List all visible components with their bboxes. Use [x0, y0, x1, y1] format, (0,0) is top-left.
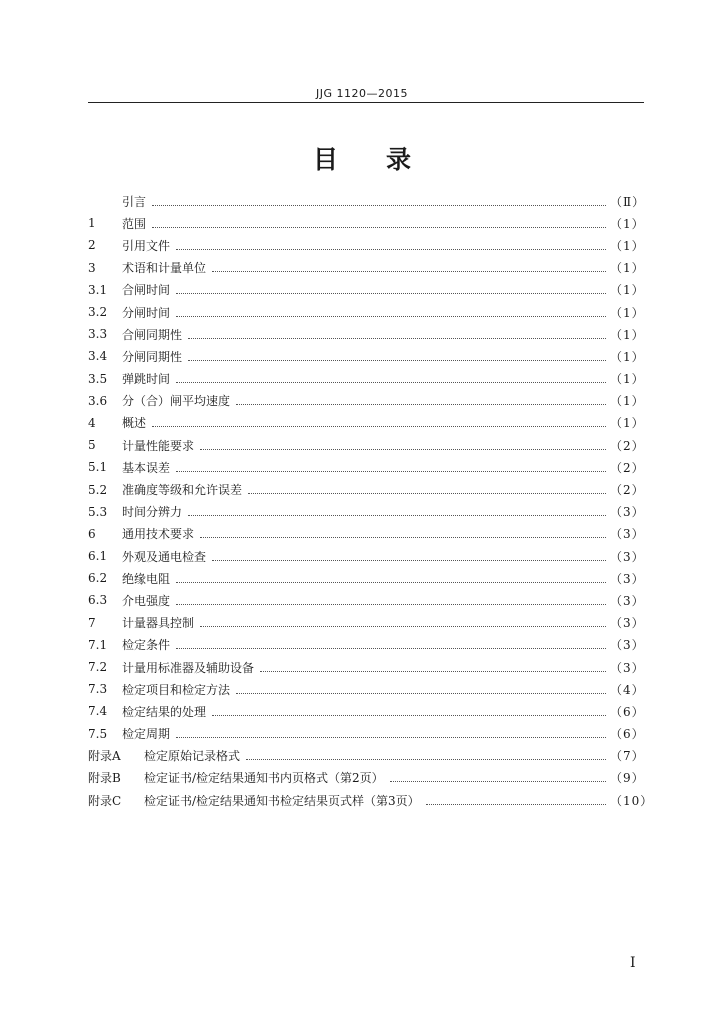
- toc-entry[interactable]: [88, 745, 644, 767]
- toc-entry-label: 概述: [122, 416, 147, 431]
- toc-entry-number: 7.1: [88, 637, 108, 652]
- toc-entry[interactable]: [88, 678, 644, 700]
- dot-leader: [176, 249, 606, 250]
- title-char-2: 录: [386, 145, 412, 174]
- toc-entry-page: （6）: [610, 704, 645, 719]
- dot-leader: [200, 626, 606, 627]
- toc-entry[interactable]: [88, 789, 654, 811]
- toc-entry-page: （3）: [610, 616, 645, 631]
- toc-entry-label: 分闸时间: [122, 305, 171, 320]
- toc-entry[interactable]: [88, 656, 644, 678]
- toc-entry[interactable]: [88, 345, 644, 367]
- toc-entry-page: （1）: [610, 283, 645, 298]
- toc-entry-page: （1）: [610, 416, 645, 431]
- toc-entry[interactable]: [88, 589, 644, 611]
- toc-entry-page: （7）: [610, 749, 645, 764]
- dot-leader: [200, 537, 606, 538]
- dot-leader: [260, 671, 606, 672]
- dot-leader: [176, 737, 606, 738]
- toc-entry-page: （1）: [610, 372, 645, 387]
- toc-entry[interactable]: [88, 545, 644, 567]
- toc-entry-page: （3）: [610, 505, 645, 520]
- toc-entry-label: 时间分辨力: [122, 505, 183, 520]
- toc-entry-page: （2）: [610, 438, 645, 453]
- toc-entry-label: 引言: [122, 194, 147, 209]
- toc-entry-label: 检定原始记录格式: [144, 749, 241, 764]
- dot-leader: [176, 382, 606, 383]
- title-char-1: 目: [312, 145, 338, 174]
- dot-leader: [176, 293, 606, 294]
- toc-entry-number: 4: [88, 415, 96, 430]
- toc-entry-number: 6.1: [88, 549, 108, 564]
- toc-entry-label: 合闸同期性: [122, 327, 183, 342]
- toc-entry[interactable]: [88, 612, 644, 634]
- toc-entry-number: 1: [88, 216, 96, 231]
- toc-entry-label: 通用技术要求: [122, 527, 195, 542]
- toc-entry[interactable]: [88, 390, 644, 412]
- dot-leader: [176, 582, 606, 583]
- toc-entry[interactable]: [88, 434, 644, 456]
- toc-entry[interactable]: [88, 700, 644, 722]
- toc-entry-number: 附录C: [88, 793, 122, 808]
- dot-leader: [152, 205, 606, 206]
- toc-entry[interactable]: [88, 190, 644, 212]
- toc-entry-label: 术语和计量单位: [122, 261, 207, 276]
- dot-leader: [212, 715, 606, 716]
- dot-leader: [188, 360, 606, 361]
- toc-entry-label: 计量器具控制: [122, 616, 195, 631]
- toc-entry[interactable]: [88, 234, 644, 256]
- toc-entry[interactable]: [88, 257, 644, 279]
- toc-entry-number: 7: [88, 615, 96, 630]
- toc-entry-number: 5.3: [88, 504, 108, 519]
- toc-entry-page: （Ⅱ）: [610, 194, 646, 209]
- toc-entry-number: 3.2: [88, 305, 108, 320]
- toc-entry-page: （1）: [610, 349, 645, 364]
- toc-entry-page: （2）: [610, 460, 645, 475]
- dot-leader: [236, 693, 606, 694]
- toc-entry-page: （1）: [610, 394, 645, 409]
- toc-entry-label: 分闸同期性: [122, 349, 183, 364]
- toc-entry-label: 检定证书/检定结果通知书检定结果页式样（第3页）: [144, 793, 420, 808]
- toc-entry-label: 准确度等级和允许误差: [122, 483, 243, 498]
- toc-entry-label: 检定项目和检定方法: [122, 682, 231, 697]
- toc-entry-number: 6: [88, 526, 96, 541]
- toc-entry-number: 3.5: [88, 371, 108, 386]
- dot-leader: [176, 471, 606, 472]
- toc-entry-label: 基本误差: [122, 460, 171, 475]
- toc-entry-page: （1）: [610, 216, 645, 231]
- toc-entry-page: （4）: [610, 682, 645, 697]
- toc-entry-number: 3.3: [88, 327, 108, 342]
- toc-entry-page: （3）: [610, 593, 645, 608]
- toc-entry-page: （2）: [610, 483, 645, 498]
- toc-entry[interactable]: [88, 567, 644, 589]
- toc-entry-page: （3）: [610, 549, 645, 564]
- toc-entry[interactable]: [88, 301, 644, 323]
- standard-code: JJG 1120—2015: [316, 87, 408, 100]
- toc-entry-label: 计量用标准器及辅助设备: [122, 660, 255, 675]
- toc-entry-number: 7.4: [88, 704, 108, 719]
- dot-leader: [248, 493, 606, 494]
- toc-entry-page: （3）: [610, 571, 645, 586]
- toc-entry-number: 2: [88, 238, 96, 253]
- page-title: [0, 140, 724, 176]
- dot-leader: [390, 781, 606, 782]
- toc-entry-number: 3.1: [88, 282, 108, 297]
- toc-entry[interactable]: [88, 767, 644, 789]
- toc-entry-page: （3）: [610, 527, 645, 542]
- toc-entry-page: （3）: [610, 660, 645, 675]
- toc-entry[interactable]: [88, 323, 644, 345]
- toc-entry-number: 6.2: [88, 571, 108, 586]
- toc-entry-label: 弹跳时间: [122, 372, 171, 387]
- toc-entry-number: 5: [88, 438, 96, 453]
- toc-entry[interactable]: [88, 723, 644, 745]
- toc-entry-label: 绝缘电阻: [122, 571, 171, 586]
- toc-entry-label: 引用文件: [122, 238, 171, 253]
- toc-entry-page: （6）: [610, 727, 645, 742]
- toc-entry-number: 附录B: [88, 771, 121, 786]
- dot-leader: [176, 604, 606, 605]
- toc-entry-label: 计量性能要求: [122, 438, 195, 453]
- dot-leader: [426, 804, 606, 805]
- toc-entry-number: 7.5: [88, 726, 108, 741]
- dot-leader: [152, 426, 606, 427]
- toc-entry-page: （10）: [610, 793, 654, 808]
- toc-entry-page: （1）: [610, 238, 645, 253]
- toc-entry-number: 6.3: [88, 593, 108, 608]
- dot-leader: [188, 338, 606, 339]
- toc-entry-label: 范围: [122, 216, 147, 231]
- dot-leader: [188, 515, 606, 516]
- header-rule: [88, 102, 644, 103]
- toc-entry-label: 外观及通电检查: [122, 549, 207, 564]
- dot-leader: [246, 759, 606, 760]
- toc-entry-number: 3.6: [88, 393, 108, 408]
- toc-entry-number: 3.4: [88, 349, 108, 364]
- toc-entry-number: 3: [88, 260, 96, 275]
- dot-leader: [176, 316, 606, 317]
- toc-entry[interactable]: [88, 212, 644, 234]
- toc-entry-number: 7.3: [88, 682, 108, 697]
- toc-entry[interactable]: [88, 279, 644, 301]
- toc-entry-page: （9）: [610, 771, 645, 786]
- dot-leader: [200, 449, 606, 450]
- toc-entry-label: 分（合）闸平均速度: [122, 394, 231, 409]
- table-of-contents: [88, 190, 654, 811]
- toc-entry[interactable]: [88, 501, 644, 523]
- toc-entry-page: （1）: [610, 305, 645, 320]
- toc-entry-label: 检定条件: [122, 638, 171, 653]
- dot-leader: [152, 227, 606, 228]
- toc-entry[interactable]: [88, 456, 644, 478]
- toc-entry[interactable]: [88, 478, 644, 500]
- toc-entry-page: （1）: [610, 261, 645, 276]
- toc-entry[interactable]: [88, 523, 644, 545]
- toc-entry-number: 7.2: [88, 660, 108, 675]
- toc-entry-number: 5.1: [88, 460, 108, 475]
- toc-entry-label: 检定周期: [122, 727, 171, 742]
- toc-entry-label: 检定证书/检定结果通知书内页格式（第2页）: [144, 771, 384, 786]
- dot-leader: [176, 648, 606, 649]
- toc-entry-page: （1）: [610, 327, 645, 342]
- toc-entry-label: 介电强度: [122, 593, 171, 608]
- toc-entry-number: 5.2: [88, 482, 108, 497]
- toc-entry-page: （3）: [610, 638, 645, 653]
- toc-entry[interactable]: [88, 368, 644, 390]
- dot-leader: [212, 560, 606, 561]
- toc-entry-label: 检定结果的处理: [122, 704, 207, 719]
- toc-entry[interactable]: [88, 634, 644, 656]
- toc-entry[interactable]: [88, 412, 644, 434]
- dot-leader: [236, 404, 606, 405]
- page-number: I: [630, 955, 636, 971]
- toc-entry-number: 附录A: [88, 749, 121, 764]
- toc-entry-label: 合闸时间: [122, 283, 171, 298]
- dot-leader: [212, 271, 606, 272]
